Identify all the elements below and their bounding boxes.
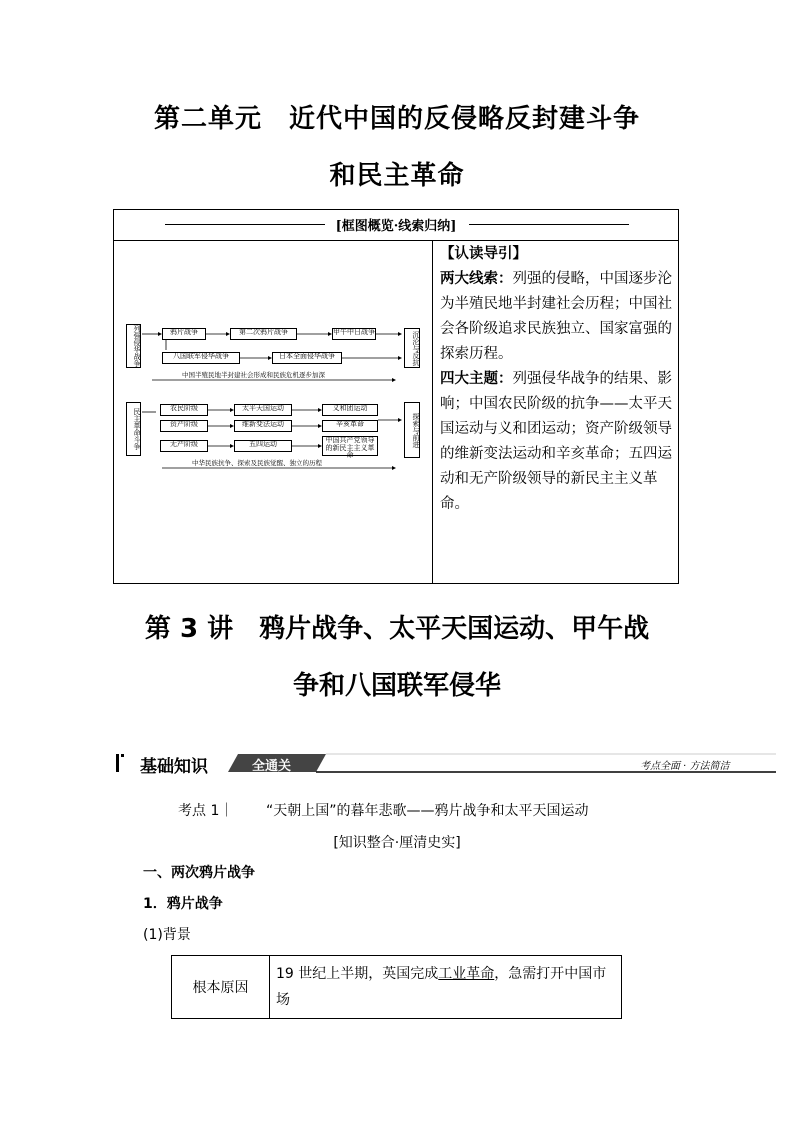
unit-title-line1: 第二单元 近代中国的反侵略反封建斗争 bbox=[153, 104, 640, 134]
guide-themes-paragraph bbox=[440, 367, 676, 517]
banner-label: 基础知识 bbox=[140, 757, 208, 777]
diagram-note-semi-colonial: 中国半殖民地半封建社会形成和民族危机逐步加深 bbox=[182, 371, 325, 379]
diagram-right-label-top: 沉沦与反抗 bbox=[404, 328, 420, 368]
guide-lines-label: 两大线索： bbox=[440, 271, 513, 287]
diagram-box-eight-nation: 八国联军侵华战争 bbox=[162, 352, 240, 364]
diagram-note-national-struggle: 中华民族抗争、探索及民族觉醒、独立的历程 bbox=[192, 459, 322, 467]
guide-heading: 【认读导引】 bbox=[440, 246, 527, 262]
diagram-box-may-fourth: 五四运动 bbox=[234, 440, 292, 452]
guide-themes-text: 列强侵华战争的结果、影响；中国农民阶级的抗争——太平天国运动与义和团运动；资产阶级领导的维新变法运动和辛亥革命；五四运动和无产阶级领导的新民主主义革命。 bbox=[440, 371, 672, 512]
lecture-title-line2: 争和八国联军侵华 bbox=[292, 671, 501, 701]
subitem-heading-background: (1)背景 bbox=[143, 927, 191, 943]
diagram-box-new-democratic: 中国共产党领导的新民主主义革命 bbox=[322, 436, 378, 456]
overview-diagram bbox=[122, 320, 422, 480]
diagram-box-taiping: 太平天国运动 bbox=[234, 404, 292, 416]
table-cell-value bbox=[270, 956, 622, 1019]
lecture-title-line1: 第 3 讲 鸦片战争、太平天国运动、甲午战 bbox=[144, 614, 650, 644]
reading-guide bbox=[440, 242, 676, 517]
header-rule-right bbox=[469, 224, 629, 225]
cause-text-pre: 19 世纪上半期，英国完成 bbox=[276, 966, 439, 982]
banner-slogan: 考点全面 · 方法简洁 bbox=[640, 761, 730, 772]
diagram-right-label-bottom: 探索与前进 bbox=[404, 402, 420, 458]
diagram-box-peasant-class: 农民阶级 bbox=[160, 404, 208, 416]
diagram-left-label-top: 列强侵华战争 bbox=[126, 324, 141, 368]
guide-themes-label: 四大主题： bbox=[440, 371, 513, 387]
diagram-box-xinhai: 辛亥革命 bbox=[322, 420, 378, 432]
guide-lines-paragraph bbox=[440, 267, 676, 367]
diagram-box-reform: 维新变法运动 bbox=[234, 420, 292, 432]
table-cell-key: 根本原因 bbox=[172, 956, 270, 1019]
topic-subtitle: [知识整合·厘清史实] bbox=[333, 835, 461, 851]
diagram-box-proletarian-class: 无产阶级 bbox=[160, 440, 208, 452]
unit-title-line2: 和民主革命 bbox=[329, 161, 465, 191]
overview-header-text: [框图概览·线索归纳] bbox=[335, 219, 457, 234]
frame-divider bbox=[432, 241, 433, 584]
diagram-box-second-opium-war: 第二次鸦片战争 bbox=[230, 328, 297, 340]
topic-label: 考点 1｜ bbox=[178, 803, 234, 819]
section-heading-opium-wars: 一、两次鸦片战争 bbox=[143, 865, 255, 881]
cause-text-post: ，急需打开中国市场 bbox=[276, 966, 607, 1008]
diagram-box-japanese-invasion: 日本全面侵华战争 bbox=[272, 352, 342, 364]
diagram-box-sino-japanese-war: 甲午中日战争 bbox=[332, 328, 376, 340]
guide-lines-text: 列强的侵略，中国逐步沦为半殖民地半封建社会历程；中国社会各阶级追求民族独立、国家富强的探索历程。 bbox=[440, 271, 672, 362]
background-table bbox=[171, 955, 622, 1019]
section-banner bbox=[116, 752, 776, 777]
diagram-box-opium-war: 鸦片战争 bbox=[162, 328, 206, 340]
overview-frame-header bbox=[113, 209, 679, 241]
diagram-left-label-bottom: 民主革命斗争 bbox=[126, 402, 141, 456]
topic-title: “天朝上国”的暮年悲歌——鸦片战争和太平天国运动 bbox=[266, 803, 589, 819]
table-row bbox=[172, 956, 622, 1019]
cause-text-underline: 工业革命 bbox=[438, 966, 495, 982]
banner-tag: 全通关 bbox=[252, 759, 292, 774]
item-heading-opium-war: 1．鸦片战争 bbox=[143, 896, 223, 912]
diagram-connectors bbox=[122, 320, 422, 480]
diagram-box-bourgeois-class: 资产阶级 bbox=[160, 420, 208, 432]
diagram-box-boxer: 义和团运动 bbox=[322, 404, 378, 416]
